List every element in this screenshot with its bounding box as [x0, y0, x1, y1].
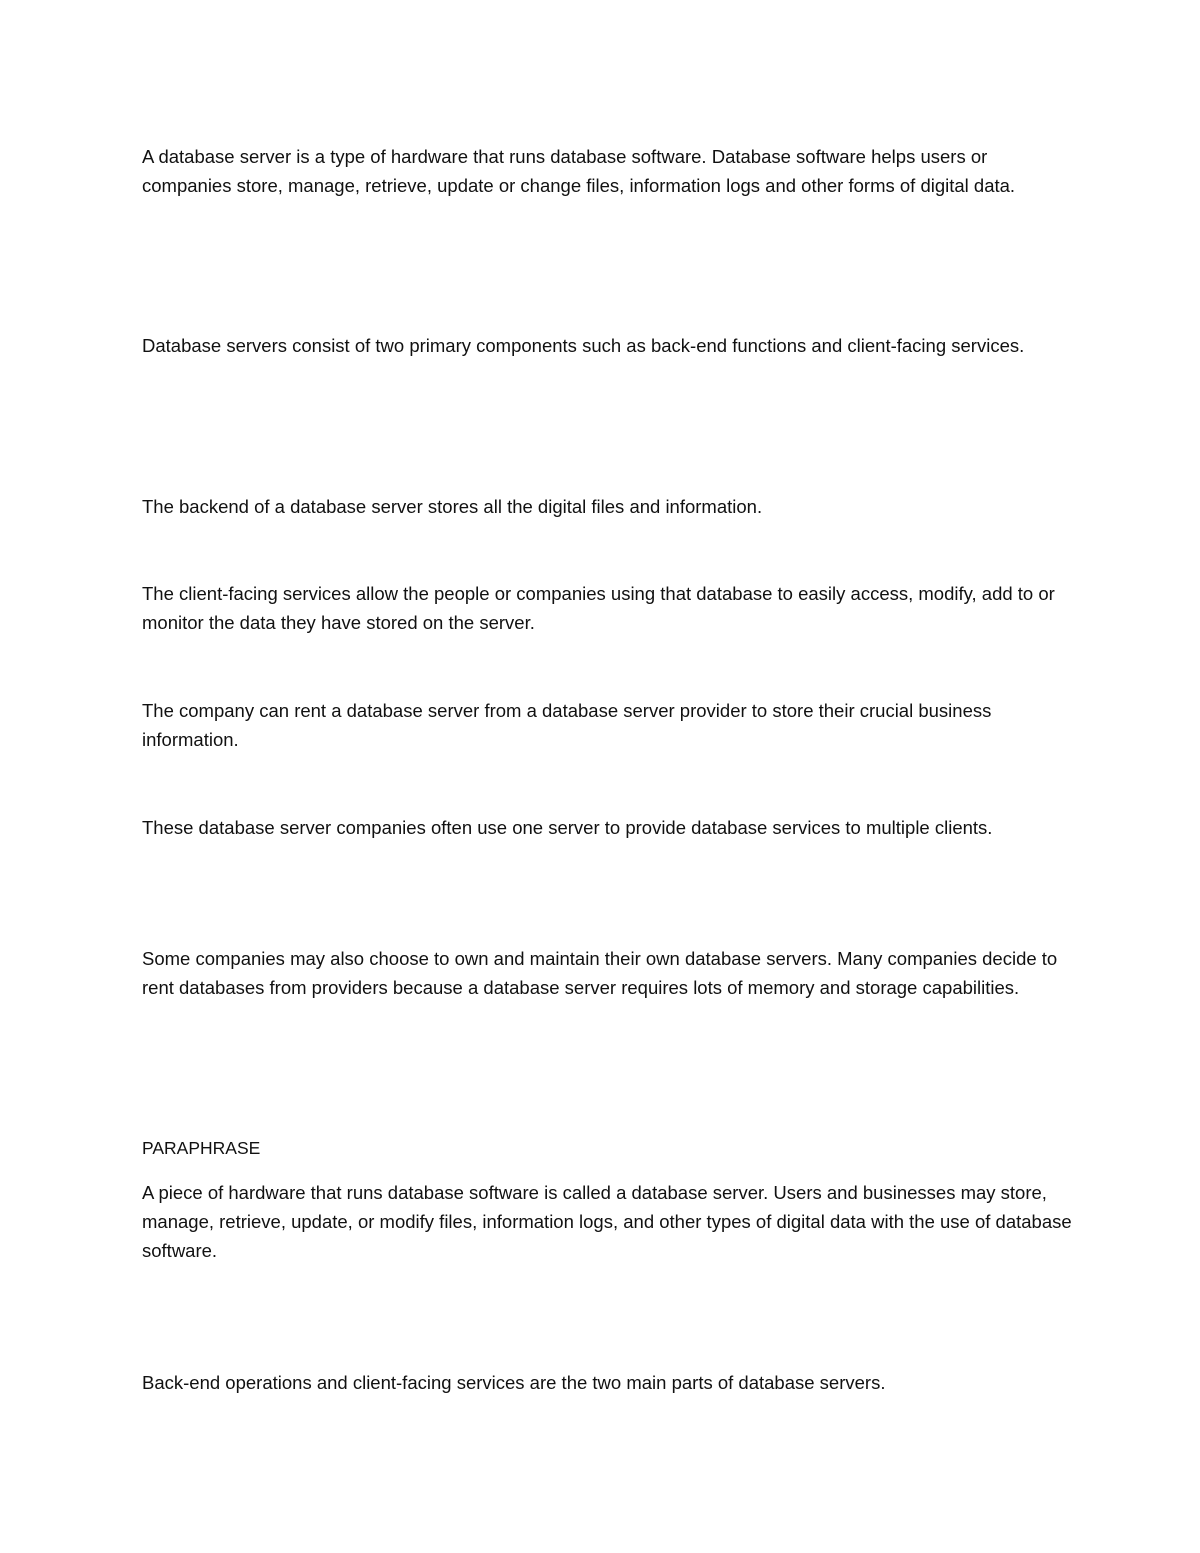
paragraph-rent-server: The company can rent a database server from a database server provider to store their crucial business information. — [142, 700, 992, 750]
paragraph-backend: The backend of a database server stores all the digital files and information. — [142, 496, 763, 517]
paragraph-primary-components: Database servers consist of two primary components such as back-end functions and client-facing services. — [142, 335, 1025, 356]
paragraph-paraphrase-definition: A piece of hardware that runs database software is called a database server. Users and businesses may store, manage, retrieve, update, or modify files, information logs, and other types of digital data with the use of database software. — [142, 1182, 1072, 1261]
paragraph-paraphrase-components: Back-end operations and client-facing services are the two main parts of database servers. — [142, 1372, 886, 1393]
paragraph-client-facing-services: The client-facing services allow the people or companies using that database to easily access, modify, add to or monitor the data they have stored on the server. — [142, 583, 1055, 633]
paragraph-own-servers: Some companies may also choose to own and maintain their own database servers. Many companies decide to rent databases from providers because a database server requires lots of memory and storage capabilities. — [142, 948, 1058, 998]
paragraph-multiple-clients: These database server companies often use one server to provide database services to multiple clients. — [142, 817, 993, 838]
paragraph-database-server-definition: A database server is a type of hardware that runs database software. Database software helps users or companies store, manage, retrieve, update or change files, information logs and other forms of digital data. — [142, 146, 1016, 196]
section-heading-paraphrase: PARAPHRASE — [142, 1138, 261, 1158]
